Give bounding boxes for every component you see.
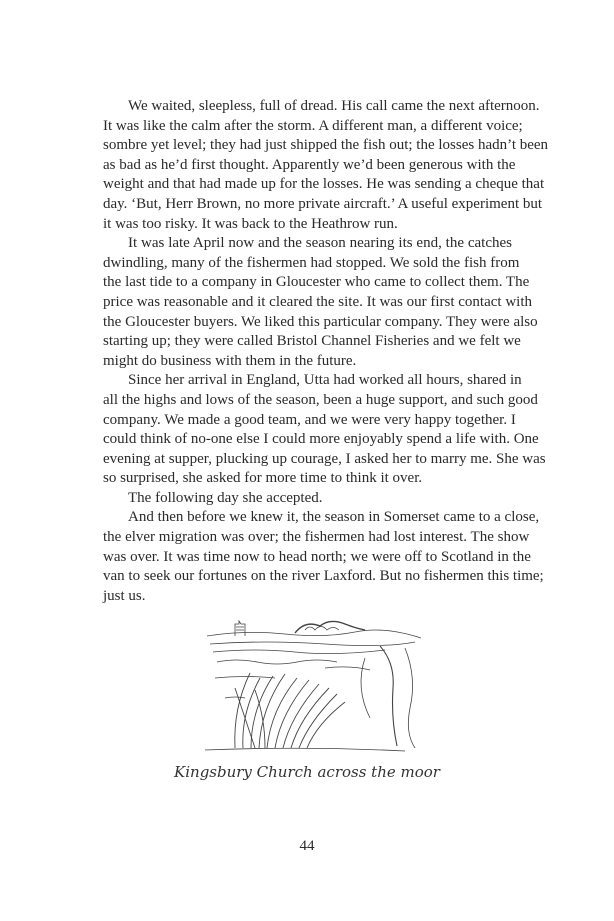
text-line: was over. It was time now to head north; we were off to Scotland in the [103, 548, 531, 565]
text-line: It was late April now and the season nearing its end, the catches [128, 235, 512, 252]
text-line: company. We made a good team, and we were very happy together. I [103, 411, 516, 428]
text-line: van to seek our fortunes on the river Laxford. But no fishermen this time; [103, 568, 544, 585]
text-line: it was too risky. It was back to the Heathrow run. [103, 215, 398, 232]
illustration-caption: Kingsbury Church across the moor [174, 763, 440, 781]
text-line: just us. [103, 587, 146, 604]
text-line: evening at supper, plucking up courage, I asked her to marry me. She was [103, 450, 546, 467]
text-line: It was like the calm after the storm. A different man, a different voice; [103, 117, 523, 134]
text-line: the last tide to a company in Gloucester who came to collect them. The [103, 274, 530, 291]
body-text [103, 97, 549, 606]
text-line: And then before we knew it, the season in Somerset came to a close, [128, 509, 540, 526]
paragraph [103, 234, 538, 371]
text-line: the elver migration was over; the fishermen had lost interest. The show [103, 529, 530, 546]
paragraph [103, 508, 544, 606]
text-line: Since her arrival in England, Utta had worked all hours, shared in [128, 372, 522, 389]
page-number: 44 [299, 838, 315, 854]
text-line: sombre yet level; they had just shipped the fish out; the losses hadn’t been [103, 137, 549, 154]
text-line: weight and that had made up for the losses. He was sending a cheque that [103, 176, 545, 193]
paragraph [103, 489, 512, 509]
text-line: day. ‘But, Herr Brown, no more private aircraft.’ A useful experiment but [103, 195, 543, 212]
text-line: starting up; they were called Bristol Channel Fisheries and we felt we [103, 333, 521, 350]
text-line: price was reasonable and it cleared the site. It was our first contact with [103, 293, 533, 310]
text-line: might do business with them in the future. [103, 352, 357, 369]
text-line: The following day she accepted. [128, 489, 323, 506]
text-line: We waited, sleepless, full of dread. His call came the next afternoon. [128, 98, 540, 114]
text-line: as bad as he’d first thought. Apparently we’d been generous with the [103, 156, 516, 173]
text-line: all the highs and lows of the season, been a huge support, and such good [103, 391, 538, 408]
text-line: could think of no-one else I could more enjoyably spend a life with. One [103, 431, 539, 448]
paragraph [103, 371, 546, 489]
text-line: the Gloucester buyers. We liked this particular company. They were also [103, 313, 538, 330]
text-line: so surprised, she asked for more time to think it over. [103, 470, 423, 487]
paragraph [103, 97, 549, 234]
kingsbury-church-sketch [205, 618, 423, 753]
text-line: dwindling, many of the fishermen had stopped. We sold the fish from [103, 254, 520, 271]
